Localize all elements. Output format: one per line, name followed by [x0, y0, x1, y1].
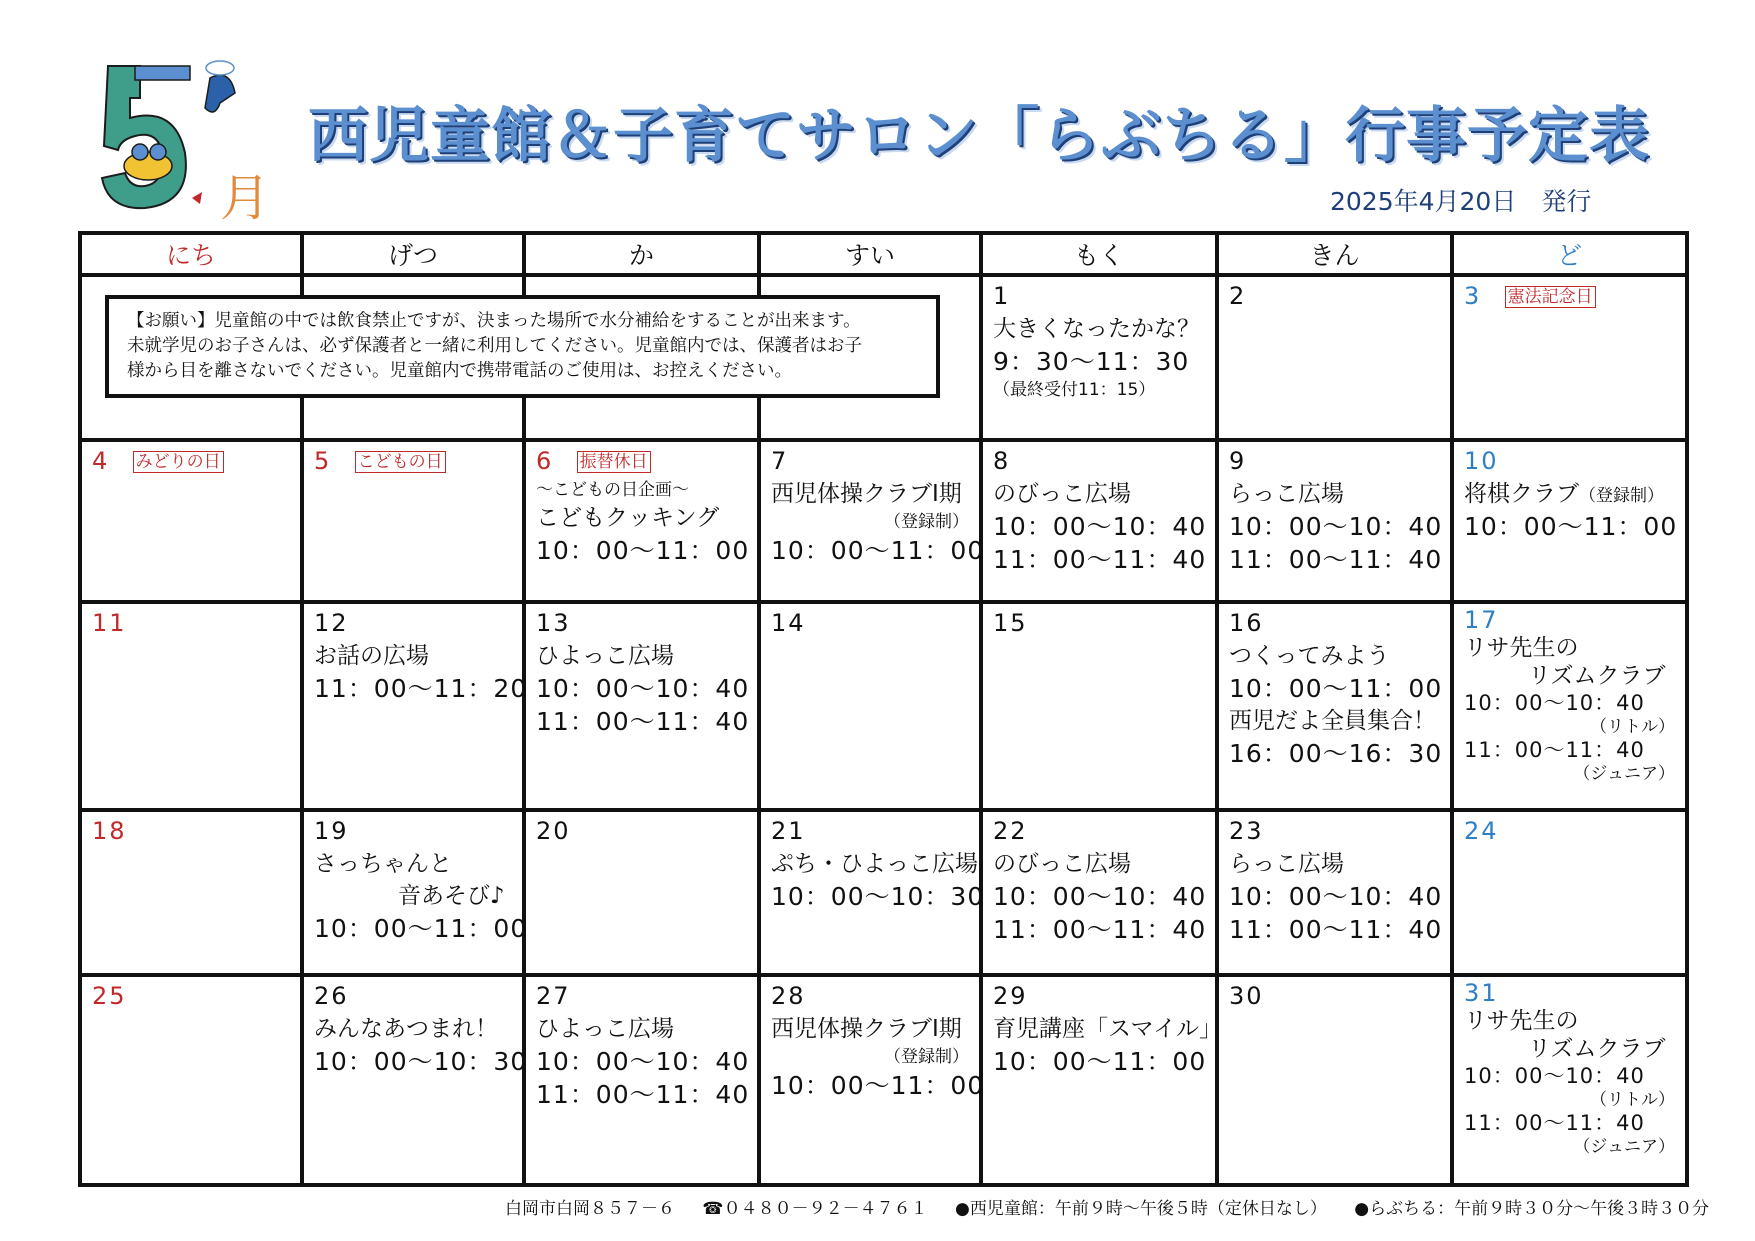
holiday-badge: こどもの日 — [355, 451, 446, 473]
month-badge-logo — [100, 58, 270, 227]
event-title: 将棋クラブ — [1464, 481, 1579, 507]
week-row-5 — [80, 975, 1687, 1185]
day-number: 9 — [1229, 447, 1247, 475]
day-cell-26 — [302, 975, 528, 1185]
day-cell-11 — [80, 602, 302, 810]
event-title: 西児体操クラブⅠ期 — [771, 481, 962, 507]
event-time: 10：00～10：40 — [536, 674, 750, 703]
event-time: 11：00～11：40 — [993, 545, 1207, 574]
day-cell-10 — [1452, 440, 1687, 602]
event-time: 11：00～11：40 — [1464, 1111, 1645, 1135]
event-time: 10：00～10：40 — [1229, 512, 1443, 541]
event-time: 10：00～11：00 — [1229, 674, 1443, 703]
week-row-4 — [80, 810, 1687, 975]
day-number: 27 — [536, 982, 571, 1010]
day-cell-29 — [981, 975, 1223, 1185]
day-number: 25 — [92, 982, 127, 1010]
event-title: リサ先生の — [1464, 635, 1579, 661]
day-cell-6 — [524, 440, 759, 602]
event-time: 10：00～11：00 — [993, 1047, 1207, 1076]
event-time: 11：00～11：40 — [1229, 915, 1443, 944]
weekday-thu: もく — [981, 233, 1217, 275]
month-badge-unit: 月 — [220, 169, 270, 227]
event-note: （登録制） — [884, 512, 969, 532]
event-time: 10：00～10：30 — [314, 1047, 528, 1076]
event-time: 11：00～11：20 — [314, 674, 528, 703]
event-time: 10：00～10：40 — [1464, 1064, 1645, 1088]
event-title-cont: 音あそび♪ — [398, 883, 505, 909]
event-title: らっこ広場 — [1229, 481, 1344, 507]
event-time: 16：00～16：30 — [1229, 739, 1443, 768]
day-number: 17 — [1464, 606, 1499, 634]
day-cell-21 — [759, 810, 985, 975]
event-time: 10：00～11：00 — [1464, 512, 1678, 541]
event-title: ひよっこ広場 — [536, 643, 674, 669]
day-number: 23 — [1229, 817, 1264, 845]
footer-phone: ☎０４８０－９２－４７６１ — [702, 1199, 928, 1219]
day-number: 3 — [1464, 282, 1482, 310]
day-number: 28 — [771, 982, 806, 1010]
week-row-2 — [80, 440, 1687, 602]
footer-info — [505, 1194, 1731, 1219]
day-number: 20 — [536, 817, 571, 845]
holiday-badge: 憲法記念日 — [1505, 286, 1596, 308]
weekday-wed: すい — [759, 233, 981, 275]
event-title: のびっこ広場 — [993, 851, 1131, 877]
event-time: 11：00～11：40 — [993, 915, 1207, 944]
event-title: 西児体操クラブⅠ期 — [771, 1016, 962, 1042]
day-cell-20 — [524, 810, 759, 975]
event-note: （登録制） — [1579, 486, 1664, 506]
day-number: 31 — [1464, 979, 1499, 1007]
event-title: 西児だよ全員集合！ — [1229, 708, 1436, 734]
notice-box — [105, 295, 940, 398]
day-cell-14 — [759, 602, 981, 810]
day-cell-23 — [1217, 810, 1452, 975]
day-cell-18 — [80, 810, 302, 975]
day-number: 26 — [314, 982, 349, 1010]
day-number: 16 — [1229, 609, 1264, 637]
notice-line: 【お願い】児童館の中では飲食禁止ですが、決まった場所で水分補給をすることが出来ます。 — [127, 311, 861, 331]
event-title: ぷち・ひよっこ広場 — [771, 851, 978, 877]
event-time: 11：00～11：40 — [1229, 545, 1443, 574]
day-cell-19 — [302, 810, 528, 975]
day-cell-28 — [759, 975, 985, 1185]
event-title: お話の広場 — [314, 643, 429, 669]
event-time: 10：00～10：40 — [993, 882, 1207, 911]
event-title: 大きくなったかな？ — [993, 316, 1200, 342]
day-number: 10 — [1464, 447, 1499, 475]
event-note: （ジュニア） — [1573, 1137, 1675, 1157]
day-cell-8 — [981, 440, 1217, 602]
day-number: 2 — [1229, 282, 1247, 310]
event-time: 10：00～10：40 — [993, 512, 1207, 541]
footer-hours-rabuchiru: ●らぶちる：午前９時３０分～午後３時３０分 — [1354, 1199, 1710, 1219]
day-number: 15 — [993, 609, 1028, 637]
event-subtitle: ～こどもの日企画～ — [536, 480, 689, 500]
footer-address: 白岡市白岡８５７－６ — [505, 1199, 675, 1219]
week-row-3 — [80, 602, 1687, 810]
day-number: 12 — [314, 609, 349, 637]
event-title: みんなあつまれ！ — [314, 1016, 498, 1042]
event-note: （リトル） — [1590, 717, 1675, 737]
event-time: 10：00～10：40 — [1229, 882, 1443, 911]
day-number: 18 — [92, 817, 127, 845]
day-number: 24 — [1464, 817, 1499, 845]
day-number: 14 — [771, 609, 806, 637]
day-number: 22 — [993, 817, 1028, 845]
day-cell-9 — [1217, 440, 1452, 602]
holiday-badge: みどりの日 — [133, 451, 224, 473]
notice-line: 未就学児のお子さんは、必ず保護者と一緒に利用してください。児童館内では、保護者はお子 — [127, 336, 862, 356]
day-number: 6 — [536, 447, 554, 475]
event-time: 11：00～11：40 — [1464, 738, 1645, 762]
day-cell-1 — [981, 275, 1217, 440]
event-title-cont: リズムクラブ — [1528, 663, 1666, 689]
weekday-fri: きん — [1217, 233, 1452, 275]
page-title: 西児童館＆子育てサロン「らぶちる」行事予定表 — [308, 101, 1650, 171]
event-time: 10：00～11：00 — [771, 1071, 985, 1100]
event-time: 10：00～11：00 — [314, 914, 528, 943]
issue-date: 2025年4月20日 発行 — [1330, 187, 1592, 216]
event-note: （リトル） — [1590, 1090, 1675, 1110]
event-time: 11：00～11：40 — [536, 1080, 750, 1109]
day-cell-25 — [80, 975, 302, 1185]
event-time: 10：00～11：00 — [771, 536, 985, 565]
day-cell-13 — [524, 602, 759, 810]
day-number: 8 — [993, 447, 1011, 475]
event-time: 11：00～11：40 — [536, 707, 750, 736]
day-cell-27 — [524, 975, 759, 1185]
weekday-tue: か — [524, 233, 759, 275]
event-title: さっちゃんと — [314, 851, 452, 877]
day-number: 21 — [771, 817, 806, 845]
day-number: 5 — [314, 447, 332, 475]
day-number: 13 — [536, 609, 571, 637]
day-cell-15 — [981, 602, 1217, 810]
day-number: 30 — [1229, 982, 1264, 1010]
footer-hours-nishi: ●西児童館：午前９時～午後５時（定休日なし） — [955, 1199, 1327, 1219]
day-cell-4 — [80, 440, 302, 602]
weekday-sun: にち — [80, 233, 302, 275]
weekday-header-row — [80, 233, 1687, 275]
event-note: （登録制） — [884, 1047, 969, 1067]
event-title: リサ先生の — [1464, 1008, 1579, 1034]
event-time: 10：00～10：30 — [771, 882, 985, 911]
day-number: 4 — [92, 447, 110, 475]
event-title: つくってみよう — [1229, 643, 1390, 669]
event-time: 10：00～11：00 — [536, 536, 750, 565]
day-number: 11 — [92, 609, 127, 637]
day-cell-22 — [981, 810, 1217, 975]
day-cell-12 — [302, 602, 528, 810]
event-note: （ジュニア） — [1573, 764, 1675, 784]
day-cell-16 — [1217, 602, 1452, 810]
event-title: のびっこ広場 — [993, 481, 1131, 507]
event-title-cont: リズムクラブ — [1528, 1036, 1666, 1062]
weekday-sat: ど — [1452, 233, 1687, 275]
day-number: 1 — [993, 282, 1011, 310]
day-cell-7 — [759, 440, 985, 602]
day-number: 29 — [993, 982, 1028, 1010]
day-cell-2 — [1217, 275, 1452, 440]
event-title: らっこ広場 — [1229, 851, 1344, 877]
day-number: 7 — [771, 447, 789, 475]
event-title: ひよっこ広場 — [536, 1016, 674, 1042]
event-note: （最終受付11：15） — [993, 380, 1156, 400]
event-time: 10：00～10：40 — [536, 1047, 750, 1076]
day-cell-5 — [302, 440, 524, 602]
event-title: こどもクッキング — [536, 505, 720, 531]
day-number: 19 — [314, 817, 349, 845]
event-title: 育児講座「スマイル」 — [993, 1016, 1223, 1042]
day-cell-3 — [1452, 275, 1687, 440]
weekday-mon: げつ — [302, 233, 524, 275]
day-cell-17 — [1452, 602, 1687, 810]
event-time: 10：00～10：40 — [1464, 691, 1645, 715]
event-time: 9：30～11：30 — [993, 347, 1190, 376]
day-cell-30 — [1217, 975, 1452, 1185]
holiday-badge: 振替休日 — [577, 451, 651, 473]
notice-line: 様から目を離さないでください。児童館内で携帯電話のご使用は、お控えください。 — [127, 361, 792, 381]
day-cell-31 — [1452, 975, 1687, 1185]
day-cell-24 — [1452, 810, 1687, 975]
